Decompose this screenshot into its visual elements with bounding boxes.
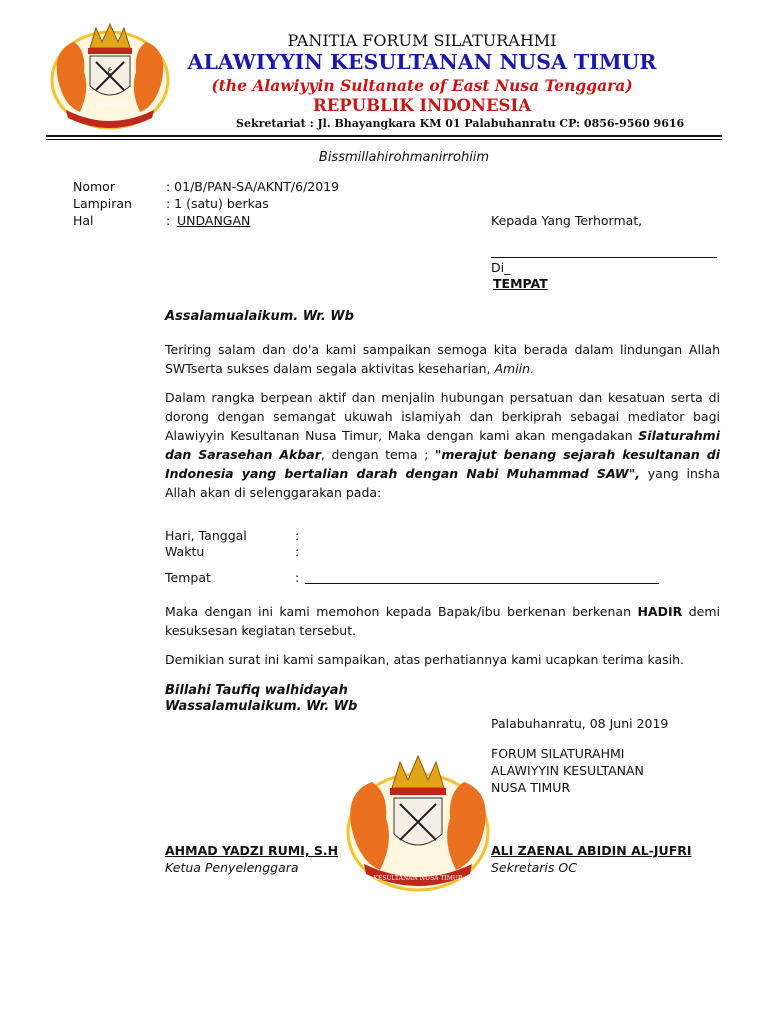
- stamp-crown-icon: [392, 756, 444, 788]
- schedule-waktu-label: Waktu: [165, 544, 205, 559]
- paragraph-greeting-text: Teriring salam dan do'a kami sampaikan semoga kita berada dalam lindungan Allah SWTserta sukses dalam segala aktivitas keseharian,: [165, 342, 720, 376]
- schedule-tempat-label: Tempat: [165, 570, 211, 585]
- letterhead-org: PANITIA FORUM SILATURAHMI: [287, 31, 557, 50]
- place-date: Palabuhanratu, 08 Juni 2019: [491, 716, 669, 731]
- recipient-di: Di_: [491, 260, 511, 275]
- left-signatory-title: Ketua Penyelenggara: [165, 860, 299, 875]
- recipient-greeting: Kepada Yang Terhormat,: [491, 213, 643, 228]
- paragraph-thanks: Demikian surat ini kami sampaikan, atas perhatiannya kami ucapkan terima kasih.: [165, 652, 685, 667]
- paragraph-invitation-c: , dengan tema ;: [320, 447, 435, 462]
- letterhead-rule-thin: [46, 139, 722, 140]
- letterhead-address: Sekretariat : Jl. Bhayangkara KM 01 Palabuhanratu CP: 0856-9560 9616: [236, 117, 685, 130]
- org-line-3: NUSA TIMUR: [491, 780, 571, 795]
- schedule-hari-colon: :: [295, 528, 300, 543]
- nomor-value: : 01/B/PAN-SA/AKNT/6/2019: [166, 179, 340, 194]
- nomor-label: Nomor: [73, 179, 115, 194]
- letterhead-country: REPUBLIK INDONESIA: [312, 96, 531, 115]
- hal-value: UNDANGAN: [177, 213, 251, 228]
- crown-icon: [90, 24, 130, 48]
- stamp-banner-text: KESULTANAN NUSA TIMUR: [373, 875, 463, 882]
- paragraph-request-hadir: HADIR: [637, 604, 683, 619]
- recipient-tempat: TEMPAT: [493, 276, 548, 291]
- schedule-hari-label: Hari, Tanggal: [165, 528, 247, 543]
- org-line-2: ALAWIYYIN KESULTANAN: [491, 763, 644, 778]
- paragraph-invitation-a: Dalam rangka berpean aktif dan menjalin hubungan persatuan dan kesatuan serta di dorong dengan semangat ukuwah islamiyah dan berkiprah sebagai mediator bagi Alawiyyin Kesultanan Nusa Timur, Maka dengan kami akan mengadakan: [165, 390, 720, 443]
- emblem-banner-text: ALAWIYYIN: [94, 102, 126, 108]
- svg-text:ع: ع: [107, 65, 113, 75]
- right-signatory-name: ALI ZAENAL ABIDIN AL-JUFRI: [491, 843, 692, 858]
- closing-line-2: Wassalamulaikum. Wr. Wb: [165, 699, 358, 714]
- stamp-logo: [338, 752, 498, 894]
- letterhead-rule-thick: [46, 135, 722, 137]
- schedule-waktu-colon: :: [295, 544, 300, 559]
- paragraph-greeting-amin: Amiin.: [494, 361, 535, 376]
- hal-label: Hal: [73, 213, 94, 228]
- lampiran-value: : 1 (satu) berkas: [166, 196, 269, 211]
- recipient-name-line: [491, 257, 717, 258]
- emblem-logo: [44, 20, 176, 132]
- schedule-tempat-colon: :: [295, 570, 300, 585]
- paragraph-request-a: Maka dengan ini kami memohon kepada Bapak/ibu berkenan berkenan: [165, 604, 638, 619]
- paragraph-greeting: [165, 340, 720, 378]
- letterhead-subtitle: (the Alawiyyin Sultanate of East Nusa Tenggara): [211, 76, 633, 95]
- paragraph-invitation-e: yang insha Allah akan di selenggarakan pada:: [165, 466, 720, 500]
- letterhead-name: ALAWIYYIN KESULTANAN NUSA TIMUR: [187, 50, 657, 74]
- paragraph-request-c: demi kesuksesan kegiatan tersebut.: [165, 604, 720, 638]
- schedule-tempat-line: [305, 583, 659, 584]
- closing-line-1: Billahi Taufiq walhidayah: [165, 683, 348, 698]
- right-signatory-title: Sekretaris OC: [491, 860, 577, 875]
- lampiran-label: Lampiran: [73, 196, 132, 211]
- hal-colon: :: [166, 213, 171, 228]
- paragraph-request: [165, 602, 720, 640]
- org-line-1: FORUM SILATURAHMI: [491, 746, 625, 761]
- paragraph-invitation: [165, 388, 720, 502]
- left-signatory-name: AHMAD YADZI RUMI, S.H: [165, 843, 339, 858]
- bismillah: Bissmillahirohmanirrohiim: [318, 150, 490, 165]
- event-name: Silaturahmi dan Sarasehan Akbar: [165, 428, 720, 462]
- opening-salam: Assalamualaikum. Wr. Wb: [165, 309, 354, 324]
- event-theme: "merajut benang sejarah kesultanan di Indonesia yang bertalian darah dengan Nabi Muhammad SAW",: [165, 447, 720, 481]
